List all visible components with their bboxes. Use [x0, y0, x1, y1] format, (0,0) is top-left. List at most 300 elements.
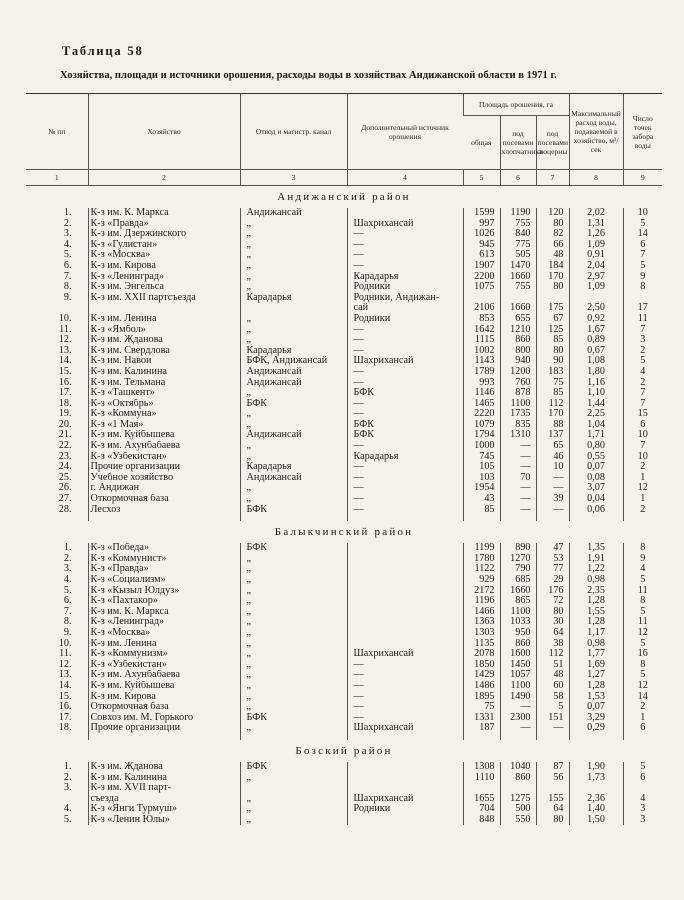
area-cotton: 890 — [500, 543, 536, 554]
additional-source — [347, 617, 463, 628]
area-alfalfa: 29 — [536, 575, 569, 586]
table-row — [26, 356, 662, 367]
max-flow: 0,92 — [569, 314, 623, 325]
area-alfalfa: 175 — [536, 303, 569, 314]
intake-points: 11 — [623, 617, 662, 628]
area-total: 1110 — [463, 773, 500, 784]
farm-name — [88, 303, 240, 314]
additional-source: Шахрихансай — [347, 794, 463, 805]
farm-name: К-з «Коммунист» — [88, 554, 240, 565]
max-flow: 0,98 — [569, 575, 623, 586]
area-cotton: 950 — [500, 628, 536, 639]
channel: „ — [240, 452, 347, 463]
max-flow: 1,80 — [569, 367, 623, 378]
additional-source: — — [347, 367, 463, 378]
area-total: 43 — [463, 494, 500, 505]
area-cotton: 1100 — [500, 399, 536, 410]
area-alfalfa: 155 — [536, 794, 569, 805]
table-row — [26, 543, 662, 554]
area-cotton: 760 — [500, 378, 536, 389]
farm-name: Совхоз им. М. Горького — [88, 713, 240, 724]
area-cotton: 1100 — [500, 607, 536, 618]
table-row — [26, 250, 662, 261]
max-flow: 1,31 — [569, 219, 623, 230]
additional-source — [347, 815, 463, 826]
channel: „ — [240, 409, 347, 420]
table-row — [26, 314, 662, 325]
channel: „ — [240, 554, 347, 565]
area-total: 704 — [463, 804, 500, 815]
channel: „ — [240, 649, 347, 660]
channel: Карадарья — [240, 293, 347, 304]
additional-source: — — [347, 409, 463, 420]
intake-points: 1 — [623, 494, 662, 505]
intake-points: 10 — [623, 430, 662, 441]
farm-name: К-з им. Ленина — [88, 639, 240, 650]
row-number: 26. — [58, 483, 72, 494]
intake-points: 5 — [623, 356, 662, 367]
area-total: 2220 — [463, 409, 500, 420]
max-flow: 2,25 — [569, 409, 623, 420]
row-number: 15. — [58, 691, 72, 702]
table-row — [26, 575, 662, 586]
header-area-cotton: под посевами хлопчатника — [500, 116, 536, 170]
area-cotton: 1210 — [500, 325, 536, 336]
area-alfalfa: 30 — [536, 617, 569, 628]
area-total: 187 — [463, 723, 500, 734]
max-flow: 1,91 — [569, 554, 623, 565]
irrigation-table — [26, 93, 662, 825]
farm-name: К-з «Янги Турмуш» — [88, 804, 240, 815]
area-total: 1135 — [463, 639, 500, 650]
table-row — [26, 773, 662, 784]
area-alfalfa: 66 — [536, 240, 569, 251]
max-flow: 3,29 — [569, 713, 623, 724]
channel: „ — [240, 282, 347, 293]
channel: „ — [240, 250, 347, 261]
farm-name: К-з «Социализм» — [88, 575, 240, 586]
intake-points: 15 — [623, 409, 662, 420]
area-alfalfa: 47 — [536, 543, 569, 554]
area-cotton: 1310 — [500, 430, 536, 441]
farm-name: съезда — [88, 794, 240, 805]
table-row — [26, 388, 662, 399]
max-flow: 1,17 — [569, 628, 623, 639]
channel: „ — [240, 219, 347, 230]
area-cotton: 1660 — [500, 303, 536, 314]
area-total: 75 — [463, 702, 500, 713]
channel: „ — [240, 815, 347, 826]
farm-name: Лесхоз — [88, 505, 240, 516]
district-name: Бозский район — [295, 744, 393, 757]
max-flow — [569, 293, 623, 304]
area-cotton: 1200 — [500, 367, 536, 378]
max-flow: 0,55 — [569, 452, 623, 463]
area-cotton: 500 — [500, 804, 536, 815]
intake-points: 10 — [623, 452, 662, 463]
row-number: 4. — [63, 239, 72, 250]
intake-points: 7 — [623, 325, 662, 336]
table-row — [26, 804, 662, 815]
area-cotton: 1490 — [500, 692, 536, 703]
table-row — [26, 505, 662, 516]
channel: „ — [240, 229, 347, 240]
column-number: 8 — [569, 170, 623, 186]
farm-name: К-з «Победа» — [88, 543, 240, 554]
area-cotton: 860 — [500, 335, 536, 346]
table-row — [26, 367, 662, 378]
farm-name: г. Андижан — [88, 483, 240, 494]
farm-name: К-з им. Энгельса — [88, 282, 240, 293]
intake-points: 5 — [623, 762, 662, 773]
additional-source — [347, 564, 463, 575]
area-alfalfa: 80 — [536, 607, 569, 618]
area-alfalfa: — — [536, 483, 569, 494]
header-number: № пп — [26, 94, 88, 170]
area-total: 1079 — [463, 420, 500, 431]
row-number: 5. — [63, 250, 72, 261]
area-alfalfa: — — [536, 473, 569, 484]
row-number: 16. — [58, 377, 72, 388]
farm-name: К-з им. Дзержинского — [88, 229, 240, 240]
area-alfalfa: 65 — [536, 441, 569, 452]
channel: БФК, Андижансай — [240, 356, 347, 367]
channel: „ — [240, 773, 347, 784]
max-flow: 1,08 — [569, 356, 623, 367]
row-number: 13. — [58, 345, 72, 356]
max-flow: 2,02 — [569, 208, 623, 219]
farm-name: К-з «Коммуна» — [88, 409, 240, 420]
table-row — [26, 596, 662, 607]
table-row — [26, 783, 662, 794]
row-number: 3. — [63, 229, 72, 240]
intake-points: 6 — [623, 723, 662, 734]
area-alfalfa: 10 — [536, 462, 569, 473]
area-cotton: 685 — [500, 575, 536, 586]
intake-points: 2 — [623, 505, 662, 516]
area-total: 103 — [463, 473, 500, 484]
farm-name: К-з «Москва» — [88, 250, 240, 261]
area-total: 85 — [463, 505, 500, 516]
area-alfalfa: 51 — [536, 660, 569, 671]
max-flow: 1,35 — [569, 543, 623, 554]
area-alfalfa: 88 — [536, 420, 569, 431]
area-total: 1655 — [463, 794, 500, 805]
row-number: 18. — [58, 398, 72, 409]
farm-name: К-з им. Свердлова — [88, 346, 240, 357]
channel — [240, 303, 347, 314]
farm-name: К-з им. Кирова — [88, 261, 240, 272]
farm-name: К-з «Узбекистан» — [88, 452, 240, 463]
farm-name: К-з им. Куйбышева — [88, 430, 240, 441]
area-total: 997 — [463, 219, 500, 230]
header-additional-source: Дополнительный источник орошения — [347, 94, 463, 170]
district-heading-row — [26, 186, 662, 209]
channel: БФК — [240, 762, 347, 773]
additional-source — [347, 596, 463, 607]
area-total: 929 — [463, 575, 500, 586]
row-number: 3. — [63, 564, 72, 575]
intake-points: 8 — [623, 660, 662, 671]
area-cotton: — — [500, 462, 536, 473]
channel: „ — [240, 670, 347, 681]
additional-source: — — [347, 692, 463, 703]
area-cotton: — — [500, 441, 536, 452]
intake-points: 7 — [623, 399, 662, 410]
table-row — [26, 240, 662, 251]
farm-name: К-з «Коммунизм» — [88, 649, 240, 660]
farm-name: К-з «Кызыл Юлдуз» — [88, 586, 240, 597]
row-number: 1. — [63, 761, 72, 772]
area-alfalfa: 5 — [536, 702, 569, 713]
intake-points: 14 — [623, 692, 662, 703]
table-row — [26, 681, 662, 692]
table-row — [26, 441, 662, 452]
farm-name: К-з «Правда» — [88, 219, 240, 230]
area-total: 1429 — [463, 670, 500, 681]
area-total: 2106 — [463, 303, 500, 314]
table-row — [26, 452, 662, 463]
farm-name: К-з им. Ахунбабаева — [88, 670, 240, 681]
row-number: 21. — [58, 430, 72, 441]
area-alfalfa: 120 — [536, 208, 569, 219]
table-row — [26, 272, 662, 283]
intake-points: 6 — [623, 420, 662, 431]
channel: „ — [240, 272, 347, 283]
district-name: Андижанский район — [277, 191, 411, 203]
intake-points: 8 — [623, 543, 662, 554]
intake-points: 2 — [623, 702, 662, 713]
farm-name: К-з им. XXII партсъезда — [88, 293, 240, 304]
area-total: 945 — [463, 240, 500, 251]
area-alfalfa — [536, 293, 569, 304]
table-row — [26, 794, 662, 805]
area-total: 1850 — [463, 660, 500, 671]
area-alfalfa: 151 — [536, 713, 569, 724]
additional-source: — — [347, 505, 463, 516]
farm-name: К-з им. Жданова — [88, 335, 240, 346]
area-total: 105 — [463, 462, 500, 473]
channel — [240, 783, 347, 794]
max-flow: 1,26 — [569, 229, 623, 240]
area-alfalfa: 60 — [536, 681, 569, 692]
intake-points: 12 — [623, 628, 662, 639]
additional-source: — — [347, 483, 463, 494]
intake-points: 12 — [623, 483, 662, 494]
column-number: 2 — [88, 170, 240, 186]
table-row — [26, 607, 662, 618]
additional-source: Родники, Андижан- — [347, 293, 463, 304]
farm-name: Откормочная база — [88, 494, 240, 505]
additional-source: — — [347, 250, 463, 261]
area-cotton: 2300 — [500, 713, 536, 724]
channel: Андижансай — [240, 208, 347, 219]
additional-source: — — [347, 399, 463, 410]
row-number: 5. — [63, 585, 72, 596]
area-cotton: 550 — [500, 815, 536, 826]
max-flow: 1,16 — [569, 378, 623, 389]
header-channel: Отвод и магистр. канал — [240, 94, 347, 170]
area-total: 1122 — [463, 564, 500, 575]
additional-source — [347, 543, 463, 554]
max-flow: 1,28 — [569, 596, 623, 607]
intake-points: 4 — [623, 794, 662, 805]
row-number: 7. — [63, 606, 72, 617]
max-flow: 1,22 — [569, 564, 623, 575]
area-total: 1331 — [463, 713, 500, 724]
additional-source — [347, 762, 463, 773]
additional-source: Шахрихансай — [347, 649, 463, 660]
max-flow: 1,09 — [569, 240, 623, 251]
table-row — [26, 462, 662, 473]
additional-source: — — [347, 240, 463, 251]
additional-source: БФК — [347, 430, 463, 441]
channel: „ — [240, 596, 347, 607]
farm-name: Откормочная база — [88, 702, 240, 713]
row-number: 8. — [63, 282, 72, 293]
area-cotton: 755 — [500, 219, 536, 230]
channel: Карадарья — [240, 346, 347, 357]
table-number: Таблица 58 — [62, 44, 144, 58]
farm-name: К-з «Узбекистан» — [88, 660, 240, 671]
intake-points: 11 — [623, 586, 662, 597]
header-area-alfalfa: под посевами люцерны — [536, 116, 569, 170]
area-alfalfa: — — [536, 505, 569, 516]
area-alfalfa: 67 — [536, 314, 569, 325]
row-number: 13. — [58, 670, 72, 681]
intake-points: 5 — [623, 639, 662, 650]
area-alfalfa: 183 — [536, 367, 569, 378]
table-row — [26, 430, 662, 441]
table-row — [26, 554, 662, 565]
table-row — [26, 702, 662, 713]
table-row — [26, 293, 662, 304]
area-cotton: 1033 — [500, 617, 536, 628]
table-row — [26, 420, 662, 431]
header-intake-points: Число точек забора воды — [623, 94, 662, 170]
additional-source: Шахрихансай — [347, 219, 463, 230]
channel: „ — [240, 639, 347, 650]
row-number: 1. — [63, 208, 72, 218]
channel: „ — [240, 564, 347, 575]
area-cotton: 1450 — [500, 660, 536, 671]
channel: Андижансай — [240, 430, 347, 441]
area-alfalfa: — — [536, 723, 569, 734]
intake-points — [623, 783, 662, 794]
table-row — [26, 399, 662, 410]
additional-source: Родники — [347, 804, 463, 815]
district-name: Балыкчинский район — [274, 526, 414, 539]
row-number: 2. — [63, 772, 72, 783]
row-number: 11. — [59, 324, 72, 335]
additional-source: Шахрихансай — [347, 356, 463, 367]
area-total: 1794 — [463, 430, 500, 441]
max-flow: 1,10 — [569, 388, 623, 399]
intake-points: 3 — [623, 815, 662, 826]
channel: „ — [240, 240, 347, 251]
area-alfalfa: 80 — [536, 282, 569, 293]
additional-source — [347, 773, 463, 784]
max-flow: 0,08 — [569, 473, 623, 484]
table-body — [26, 186, 662, 826]
row-number: 5. — [63, 814, 72, 825]
max-flow — [569, 783, 623, 794]
area-cotton: — — [500, 483, 536, 494]
additional-source: — — [347, 229, 463, 240]
max-flow: 2,36 — [569, 794, 623, 805]
row-number: 8. — [63, 617, 72, 628]
additional-source: Карадарья — [347, 272, 463, 283]
max-flow: 1,55 — [569, 607, 623, 618]
area-alfalfa: 58 — [536, 692, 569, 703]
area-cotton — [500, 293, 536, 304]
area-alfalfa: 176 — [536, 586, 569, 597]
row-number: 17. — [58, 388, 72, 399]
max-flow: 0,04 — [569, 494, 623, 505]
table-row — [26, 649, 662, 660]
row-number: 15. — [58, 366, 72, 377]
area-total: 1465 — [463, 399, 500, 410]
additional-source: — — [347, 335, 463, 346]
max-flow: 0,07 — [569, 702, 623, 713]
area-cotton: 860 — [500, 773, 536, 784]
area-alfalfa: 85 — [536, 335, 569, 346]
area-cotton: 1470 — [500, 261, 536, 272]
table-row — [26, 219, 662, 230]
area-alfalfa: 48 — [536, 670, 569, 681]
farm-name: К-з «Пахтакор» — [88, 596, 240, 607]
additional-source — [347, 607, 463, 618]
intake-points: 5 — [623, 607, 662, 618]
table-row — [26, 208, 662, 219]
channel: „ — [240, 261, 347, 272]
additional-source — [347, 783, 463, 794]
row-number: 10. — [58, 638, 72, 649]
intake-points: 3 — [623, 804, 662, 815]
farm-name: К-з им. К. Маркса — [88, 607, 240, 618]
row-number: 18. — [58, 723, 72, 734]
row-number — [26, 794, 88, 805]
area-alfalfa: 38 — [536, 639, 569, 650]
area-alfalfa: 72 — [536, 596, 569, 607]
additional-source: — — [347, 473, 463, 484]
table-row — [26, 762, 662, 773]
area-alfalfa: 80 — [536, 815, 569, 826]
max-flow: 1,67 — [569, 325, 623, 336]
channel: „ — [240, 723, 347, 734]
column-number: 3 — [240, 170, 347, 186]
area-alfalfa: 64 — [536, 628, 569, 639]
farm-name: К-з «Ямбол» — [88, 325, 240, 336]
area-alfalfa: 87 — [536, 762, 569, 773]
area-cotton: 1057 — [500, 670, 536, 681]
intake-points — [623, 293, 662, 304]
farm-name: К-з «1 Мая» — [88, 420, 240, 431]
channel: „ — [240, 702, 347, 713]
area-total: 1895 — [463, 692, 500, 703]
table-row — [26, 282, 662, 293]
channel: „ — [240, 681, 347, 692]
area-total: 1146 — [463, 388, 500, 399]
table-row — [26, 229, 662, 240]
area-cotton: 70 — [500, 473, 536, 484]
channel: „ — [240, 628, 347, 639]
area-total: 613 — [463, 250, 500, 261]
channel: Андижансай — [240, 378, 347, 389]
farm-name: К-з им. Ахунбабаева — [88, 441, 240, 452]
row-number: 6. — [63, 260, 72, 271]
row-number: 16. — [58, 702, 72, 713]
